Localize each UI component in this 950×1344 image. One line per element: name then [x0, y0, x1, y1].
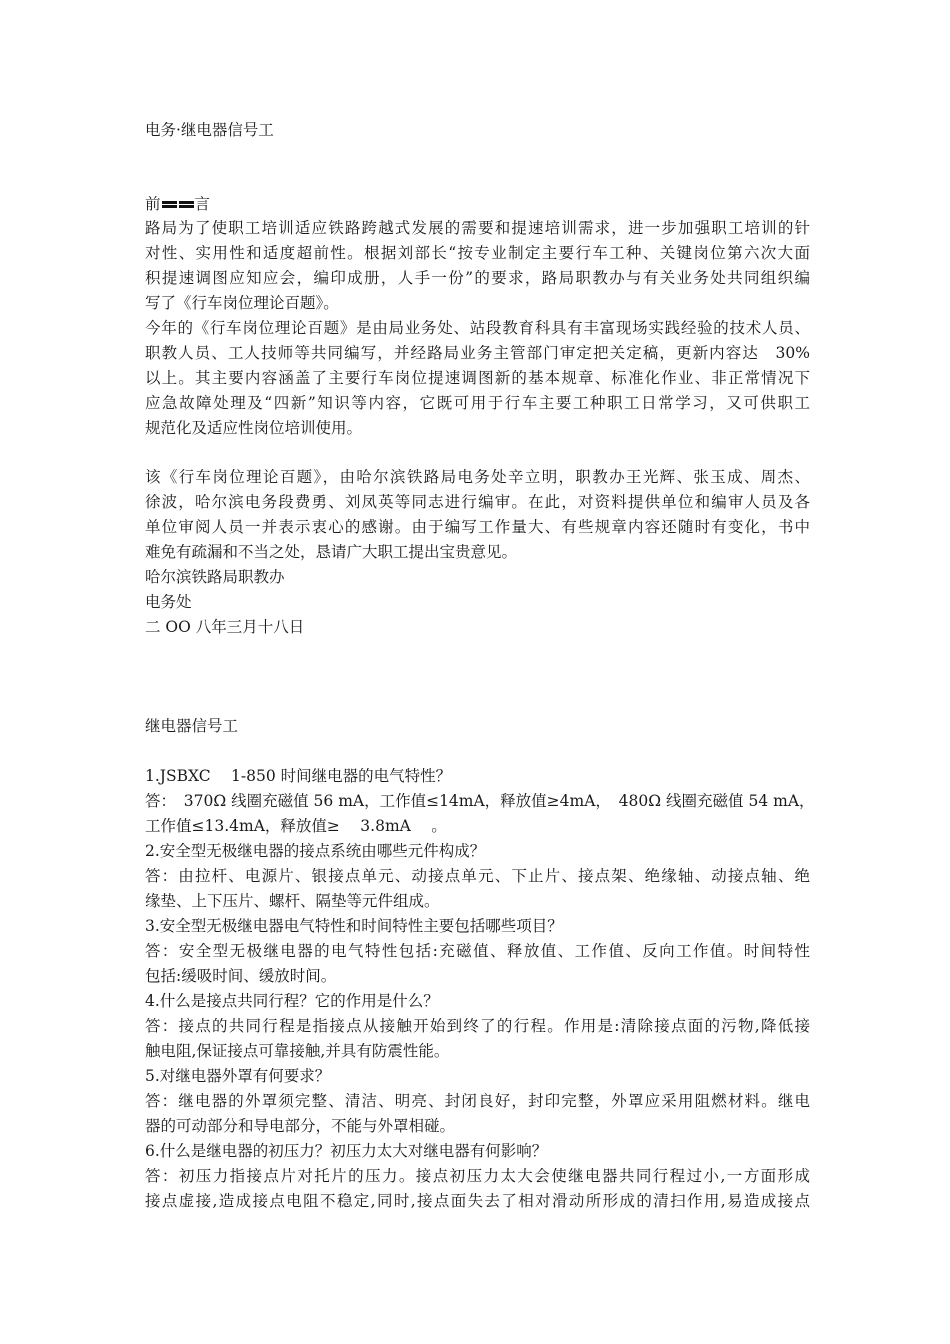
preface-p2-line: 规范化及适应性岗位培训使用。 — [145, 419, 363, 437]
qa-line: 3.安全型无极继电器电气特性和时间特性主要包括哪些项目？ — [145, 917, 563, 935]
qa-line: 4.什么是接点共同行程？它的作用是什么？ — [145, 992, 439, 1010]
document-header: 电务·继电器信号工 — [145, 121, 274, 139]
preface-p1-line: 积提速调图应知应会，编印成册，人手一份”的要求，路局职教办与有关业务处共同组织编 — [145, 269, 810, 287]
preface-p1-line: 路局为了使职工培训适应铁路跨越式发展的需要和提速培训需求，进一步加强职工培训的针 — [145, 219, 810, 237]
qa-line: 答：安全型无极继电器的电气特性包括:充磁值、释放值、工作值、反向工作值。时间特性 — [145, 942, 810, 960]
signature-line: 电务处 — [145, 593, 192, 611]
preface-p2-line: 今年的《行车岗位理论百题》是由局业务处、站段教育科具有丰富现场实践经验的技术人员、 — [145, 319, 810, 337]
qa-line: 1.JSBXC 1-850 时间继电器的电气特性？ — [145, 767, 452, 785]
qa-line: 5.对继电器外罩有何要求？ — [145, 1067, 331, 1085]
qa-line: 答：继电器的外罩须完整、清洁、明亮、封闭良好，封印完整，外罩应采用阻燃材料。继电 — [145, 1092, 810, 1110]
qa-line: 工作值≤13.4mA，释放值≥ 3.8mA 。 — [145, 817, 447, 835]
preface-title-end: 言 — [194, 195, 211, 213]
title-dash-decoration — [179, 201, 194, 204]
preface-p1-line: 写了《行车岗位理论百题》。 — [145, 294, 339, 312]
qa-line: 答：接点的共同行程是指接点从接触开始到终了的行程。作用是:清除接点面的污物,降低接 — [145, 1017, 810, 1035]
signature-date: 二 OO 八年三月十八日 — [145, 618, 305, 636]
preface-p3-line: 该《行车岗位理论百题》，由哈尔滨铁路局电务处辛立明，职教办王光辉、张玉成、周杰、 — [145, 468, 810, 486]
qa-line: 6.什么是继电器的初压力？初压力太大对继电器有何影响？ — [145, 1142, 548, 1160]
preface-title — [145, 192, 210, 216]
signature-line: 哈尔滨铁路局职教办 — [145, 568, 285, 586]
preface-p3-line: 单位审阅人员一并表示衷心的感谢。由于编写工作量大、有些规章内容还随时有变化，书中 — [145, 518, 810, 536]
preface-title-start: 前 — [145, 195, 161, 213]
qa-line: 接点虚接,造成接点电阻不稳定,同时,接点面失去了相对滑动所形成的清扫作用,易造成接点 — [145, 1192, 810, 1210]
qa-line: 包括:缓吸时间、缓放时间。 — [145, 967, 337, 985]
qa-line: 答：初压力指接点片对托片的压力。接点初压力太大会使继电器共同行程过小,一方面形成 — [145, 1167, 810, 1185]
qa-line: 器的可动部分和导电部分，不能与外罩相碰。 — [145, 1117, 456, 1135]
preface-p3-line: 难免有疏漏和不当之处，恳请广大职工提出宝贵意见。 — [145, 543, 518, 561]
preface-p1-line: 对性、实用性和适度超前性。根据刘部长“按专业制定主要行车工种、关键岗位第六次大面 — [145, 244, 810, 262]
qa-line: 缘垫、上下压片、螺杆、隔垫等元件组成。 — [145, 892, 440, 910]
qa-line: 答：由拉杆、电源片、银接点单元、动接点单元、下止片、接点架、绝缘轴、动接点轴、绝 — [145, 867, 810, 885]
qa-line: 2.安全型无极继电器的接点系统由哪些元件构成？ — [145, 842, 486, 860]
section-title: 继电器信号工 — [145, 717, 239, 735]
preface-p2-line: 以上。其主要内容涵盖了主要行车岗位提速调图新的基本规章、标准化作业、非正常情况下 — [145, 369, 810, 387]
qa-line: 触电阻,保证接点可靠接触,并具有防震性能。 — [145, 1042, 450, 1060]
preface-p3-line: 徐波，哈尔滨电务段费勇、刘凤英等同志进行编审。在此，对资料提供单位和编审人员及各 — [145, 493, 810, 511]
preface-p2-line: 职教人员、工人技师等共同编写，并经路局业务主管部门审定把关定稿，更新内容达 30% — [145, 344, 810, 362]
qa-line: 答： 370Ω 线圈充磁值 56 mA，工作值≤14mA，释放值≥4mA， 480Ω 线圈充磁值 54 mA， — [145, 792, 815, 810]
title-dash-decoration — [162, 201, 177, 204]
preface-p2-line: 应急故障处理及“四新”知识等内容，它既可用于行车主要工种职工日常学习，又可供职工 — [145, 394, 810, 412]
